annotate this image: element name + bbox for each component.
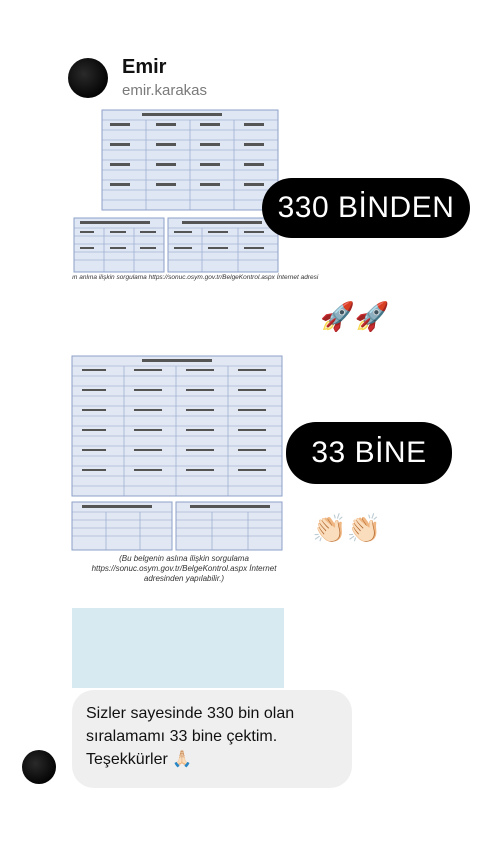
sender-avatar[interactable] — [22, 750, 56, 784]
message-bubble[interactable] — [72, 690, 352, 788]
message-text: Sizler sayesinde 330 bin olan sıralamamı 33 bine çektim. Teşekkürler 🙏🏻 — [86, 705, 295, 768]
document-table-graphic — [72, 352, 284, 552]
clapping-hands-emoji: 👏🏻👏🏻 — [312, 513, 382, 544]
contact-username: emir.karakas — [122, 82, 208, 99]
document-image-bottom — [72, 608, 284, 688]
result-document-image-1[interactable] — [72, 108, 319, 284]
rocket-emoji: 🚀🚀 — [320, 301, 390, 332]
text-sticker-33-bine[interactable]: 33 BİNE — [286, 422, 452, 484]
document-table-graphic — [72, 108, 284, 284]
result-document-image-2[interactable] — [72, 352, 284, 608]
contact-name[interactable]: Emir — [122, 56, 167, 78]
chat-header — [0, 40, 485, 110]
document-footer-note: ın anlına ilişkin sorgulama https://sonuc.osym.gov.tr/BelgeKontrol.aspx İnternet adresi — [72, 274, 319, 281]
document-footer-note: (Bu belgenin aslına ilişkin sorgulama https://sonuc.osym.gov.tr/BelgeKontrol.aspx İnternet adresinden yapılabilir.) — [91, 554, 277, 583]
text-sticker-330-binden[interactable]: 330 BİNDEN — [262, 178, 470, 238]
profile-avatar[interactable] — [68, 58, 108, 98]
